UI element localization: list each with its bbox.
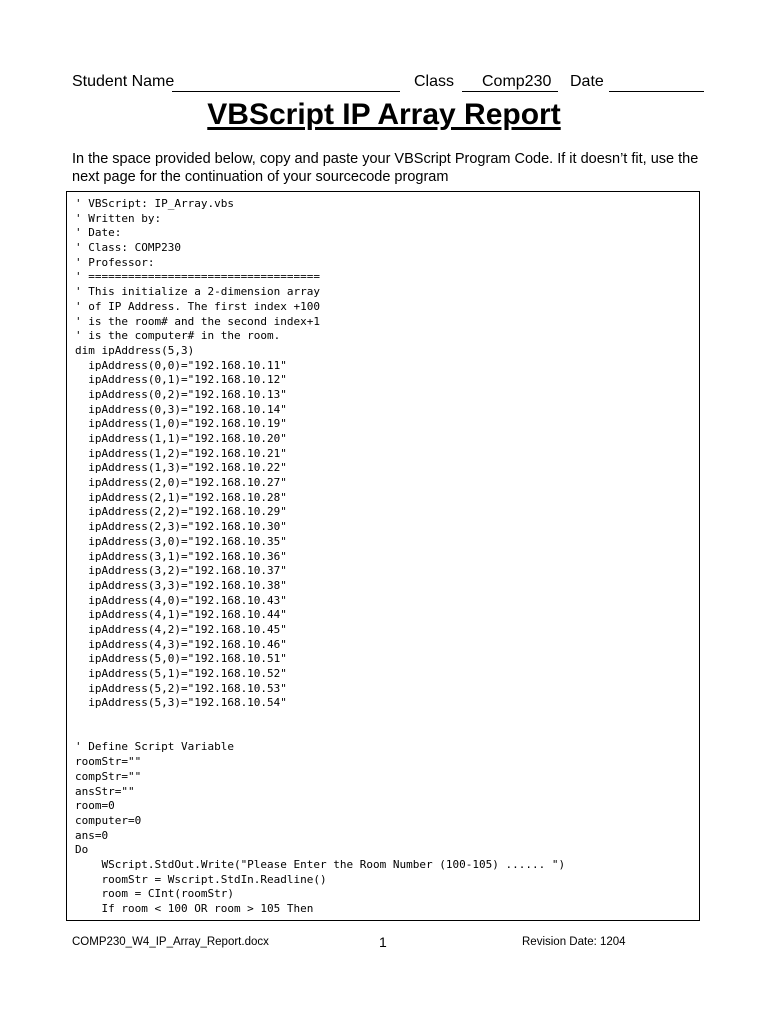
code-line: ipAddress(4,1)="192.168.10.44" bbox=[75, 608, 287, 622]
code-line: ipAddress(4,3)="192.168.10.46" bbox=[75, 637, 287, 651]
footer bbox=[72, 934, 632, 954]
code-line: ' Class: COMP230 bbox=[75, 241, 181, 255]
code-line: ipAddress(1,2)="192.168.10.21" bbox=[75, 446, 287, 460]
instructions: In the space provided below, copy and paste your VBScript Program Code. If it doesn’t fit, use the next page for the continuation of your sourcecode program bbox=[72, 151, 699, 185]
code-line: ipAddress(0,3)="192.168.10.14" bbox=[75, 402, 287, 416]
code-line: ipAddress(4,2)="192.168.10.45" bbox=[75, 622, 287, 636]
code-box bbox=[66, 191, 700, 921]
code-line: ipAddress(0,0)="192.168.10.11" bbox=[75, 358, 287, 372]
page-number: 1 bbox=[379, 934, 387, 950]
code-line: ' VBScript: IP_Array.vbs bbox=[75, 197, 234, 210]
code-line: ipAddress(2,0)="192.168.10.27" bbox=[75, 476, 287, 490]
code-line: ipAddress(5,1)="192.168.10.52" bbox=[75, 667, 287, 680]
code-line: ipAddress(3,1)="192.168.10.36" bbox=[75, 549, 287, 563]
code-line: ipAddress(3,0)="192.168.10.35" bbox=[75, 534, 287, 548]
class-field[interactable] bbox=[462, 91, 558, 92]
code-line: ipAddress(2,2)="192.168.10.29" bbox=[75, 505, 287, 519]
code-line: ipAddress(1,0)="192.168.10.19" bbox=[75, 417, 287, 431]
code-line: ' Written by: bbox=[75, 211, 162, 225]
code-line bbox=[75, 726, 695, 741]
code-line: roomStr = Wscript.StdIn.Readline() bbox=[75, 872, 327, 886]
code-line: ipAddress(3,2)="192.168.10.37" bbox=[75, 564, 287, 578]
code-line: dim ipAddress(5,3) bbox=[75, 343, 195, 357]
code-line: roomStr="" bbox=[75, 755, 142, 769]
code-line: ipAddress(5,2)="192.168.10.53" bbox=[75, 681, 287, 695]
code-line: ipAddress(5,0)="192.168.10.51" bbox=[75, 652, 287, 666]
code-line: ansStr="" bbox=[75, 784, 135, 798]
code-line: compStr="" bbox=[75, 769, 142, 783]
code-line: ipAddress(2,1)="192.168.10.28" bbox=[75, 490, 287, 504]
class-label: Class bbox=[414, 73, 455, 90]
code-line: ' is the room# and the second index+1 bbox=[75, 314, 321, 328]
code-line: ' Professor: bbox=[75, 255, 155, 269]
class-value: Comp230 bbox=[482, 73, 552, 90]
revision-date: Revision Date: 1204 bbox=[522, 936, 626, 948]
code-listing bbox=[75, 197, 695, 917]
date-label: Date bbox=[570, 73, 604, 90]
code-line: ipAddress(0,1)="192.168.10.12" bbox=[75, 373, 287, 387]
footer-filename: COMP230_W4_IP_Array_Report.docx bbox=[72, 936, 269, 948]
code-line: ' Define Script Variable bbox=[75, 740, 234, 754]
student-name-field[interactable] bbox=[172, 91, 400, 92]
code-line: WScript.StdOut.Write("Please Enter the Room Number (100-105) ...... ") bbox=[75, 857, 566, 871]
page-title: VBScript IP Array Report bbox=[207, 98, 561, 131]
code-line: ipAddress(2,3)="192.168.10.30" bbox=[75, 520, 287, 534]
code-line bbox=[75, 711, 695, 726]
code-line: ipAddress(1,3)="192.168.10.22" bbox=[75, 461, 287, 475]
code-line: ipAddress(4,0)="192.168.10.43" bbox=[75, 593, 287, 607]
code-line: ' =================================== bbox=[75, 270, 321, 284]
code-line: room=0 bbox=[75, 799, 115, 813]
code-line: ipAddress(3,3)="192.168.10.38" bbox=[75, 578, 287, 592]
code-line: ipAddress(1,1)="192.168.10.20" bbox=[75, 432, 287, 445]
code-line: ipAddress(5,3)="192.168.10.54" bbox=[75, 696, 287, 710]
code-line: ipAddress(0,2)="192.168.10.13" bbox=[75, 387, 287, 401]
code-line: room = CInt(roomStr) bbox=[75, 887, 234, 901]
code-line: computer=0 bbox=[75, 813, 142, 827]
student-name-label: Student Name bbox=[72, 73, 175, 90]
code-line: ans=0 bbox=[75, 828, 109, 842]
code-line: If room < 100 OR room > 105 Then bbox=[75, 902, 314, 915]
code-line: ' is the computer# in the room. bbox=[75, 329, 281, 343]
code-line: ' Date: bbox=[75, 226, 122, 240]
code-line: Do bbox=[75, 843, 89, 857]
code-line: ' of IP Address. The first index +100 bbox=[75, 299, 321, 313]
code-line: ' This initialize a 2-dimension array bbox=[75, 285, 321, 299]
date-field[interactable] bbox=[609, 91, 704, 92]
header-row bbox=[72, 71, 704, 95]
